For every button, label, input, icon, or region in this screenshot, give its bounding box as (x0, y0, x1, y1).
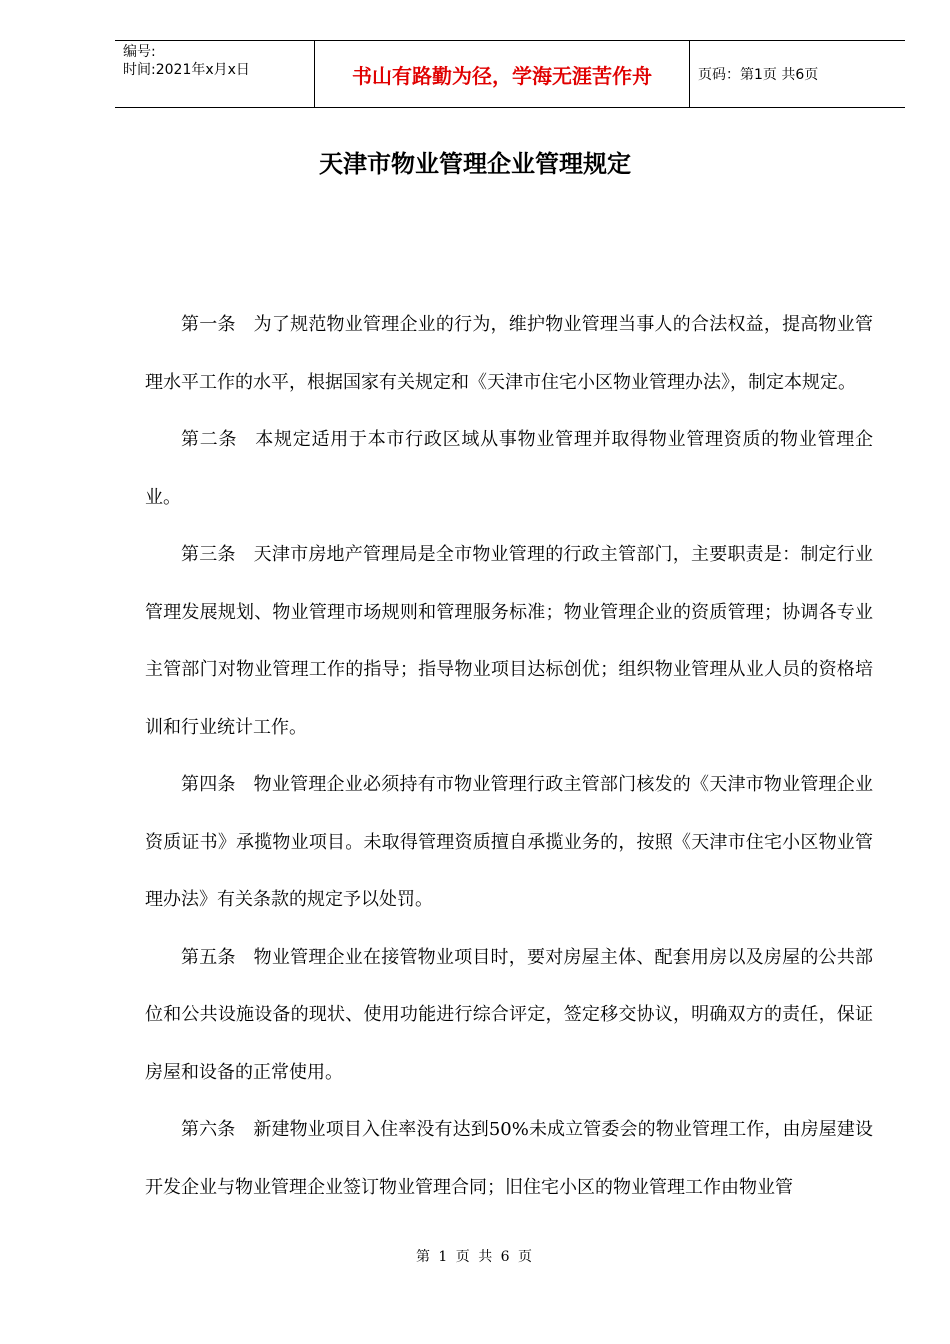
page-footer: 第 1 页 共 6 页 (415, 1249, 535, 1265)
article-6 (145, 1101, 873, 1216)
header-motto: 书山有路勤为径，学海无涯苦作舟 (315, 41, 690, 107)
article-text: 物业管理企业在接管物业项目时，要对房屋主体、配套用房以及房屋的公共部位和公共设施设备的现状、使用功能进行综合评定，签定移交协议，明确双方的责任，保证房屋和设备的正常使用。 (145, 946, 874, 1083)
article-label: 第六条 (181, 1119, 236, 1140)
header-page-info: 页码：第1页 共6页 (698, 67, 819, 83)
page-header (115, 40, 905, 108)
article-2 (145, 411, 873, 526)
article-text: 本规定适用于本市行政区域从事物业管理并取得物业管理资质的物业管理企业。 (145, 429, 874, 508)
article-text: 为了规范物业管理企业的行为，维护物业管理当事人的合法权益，提高物业管理水平工作的水平，根据国家有关规定和《天津市住宅小区物业管理办法》，制定本规定。 (145, 314, 874, 393)
article-5 (145, 929, 873, 1102)
article-label: 第四条 (181, 774, 236, 795)
article-label: 第三条 (181, 544, 236, 565)
article-label: 第一条 (181, 314, 236, 335)
article-text: 物业管理企业必须持有市物业管理行政主管部门核发的《天津市物业管理企业资质证书》承揽物业项目。未取得管理资质擅自承揽业务的，按照《天津市住宅小区物业管理办法》有关条款的规定予以处罚。 (145, 774, 874, 910)
document-title: 天津市物业管理企业管理规定 (319, 150, 631, 178)
document-body (145, 296, 873, 1216)
article-3 (145, 526, 873, 756)
article-label: 第二条 (181, 429, 238, 450)
header-meta (115, 41, 315, 107)
document-time-label: 时间:2021年x月x日 (123, 62, 250, 78)
article-4 (145, 756, 873, 929)
document-number-label: 编号: (123, 44, 156, 60)
article-label: 第五条 (181, 946, 236, 968)
article-1 (145, 296, 873, 411)
article-text: 新建物业项目入住率没有达到50%未成立管委会的物业管理工作，由房屋建设开发企业与物业管理企业签订物业管理合同；旧住宅小区的物业管理工作由物业管 (145, 1119, 873, 1198)
article-text: 天津市房地产管理局是全市物业管理的行政主管部门，主要职责是：制定行业管理发展规划、物业管理市场规则和管理服务标准；物业管理企业的资质管理；协调各专业主管部门对物业管理工作的指导；指导物业项目达标创优；组织物业管理从业人员的资格培训和行业统计工作。 (145, 544, 874, 738)
